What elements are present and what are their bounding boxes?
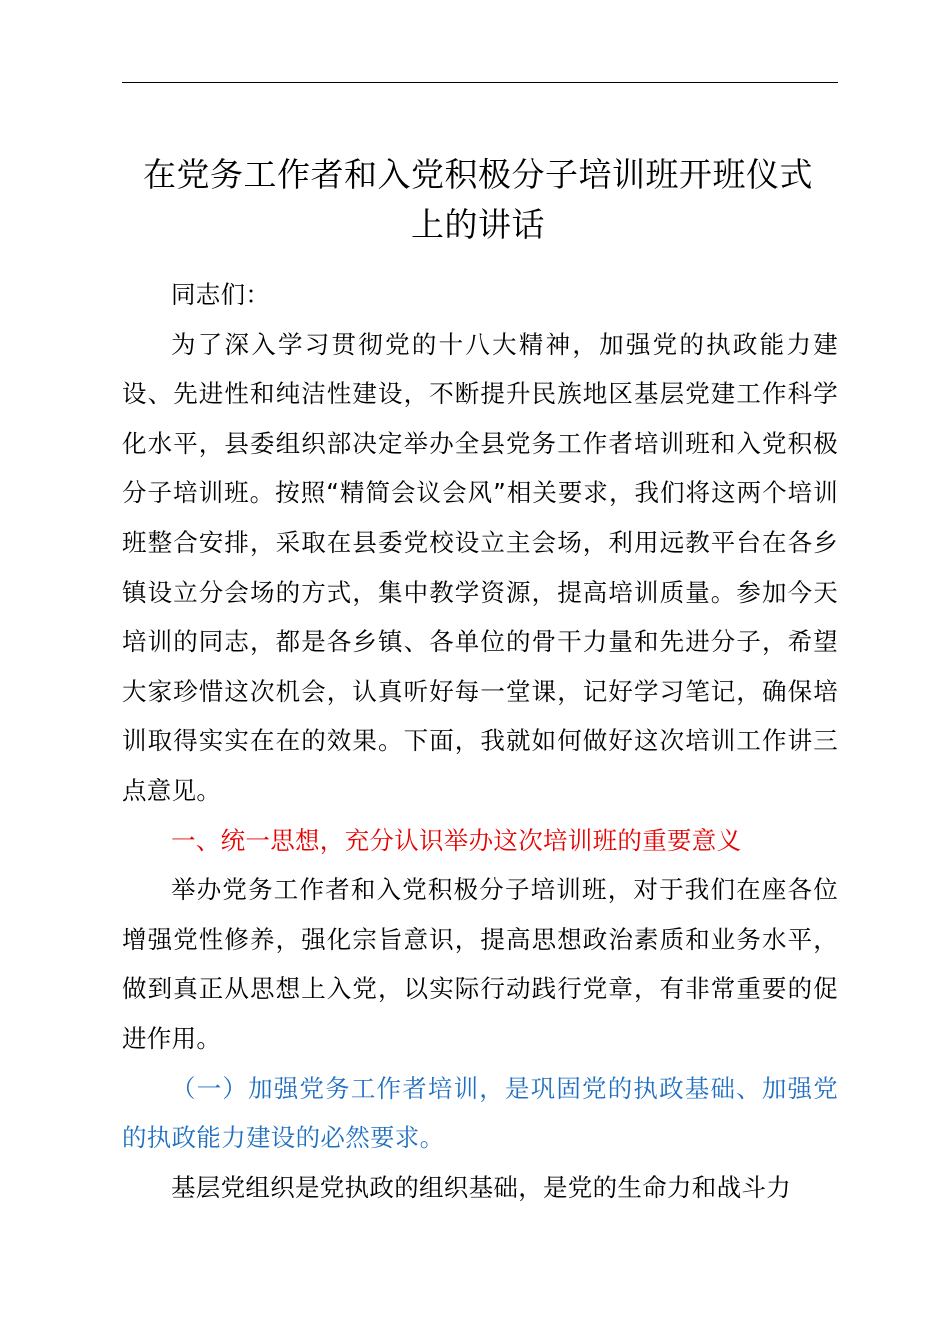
document-title xyxy=(120,150,836,250)
salutation: 同志们： xyxy=(171,280,271,309)
title-line-2: 上的讲话 xyxy=(411,205,545,244)
subsection-heading-1: （一）加强党务工作者培训，是巩固党的执政基础、加强党的执政能力建设的必然要求。 xyxy=(122,1073,838,1153)
title-line-1: 在党务工作者和入党积极分子培训班开班仪式 xyxy=(143,155,813,194)
section-heading-1: 一、统一思想，充分认识举办这次培训班的重要意义 xyxy=(171,825,742,855)
subsection-1-paragraph: 基层党组织是党执政的组织基础，是党的生命力和战斗力 xyxy=(171,1172,791,1202)
section-1-paragraph: 举办党务工作者和入党积极分子培训班，对于我们在座各位增强党性修养，强化宗旨意识，提高思想政治素质和业务水平，做到真正从思想上入党，以实际行动践行党章，有非常重要的促进作用。 xyxy=(122,875,838,1053)
document-body xyxy=(122,270,838,1212)
header-rule xyxy=(122,82,838,83)
intro-paragraph: 为了深入学习贯彻党的十八大精神，加强党的执政能力建设、先进性和纯洁性建设，不断提升民族地区基层党建工作科学化水平，县委组织部决定举办全县党务工作者培训班和入党积极分子培训班。按照“精简会议会风”相关要求，我们将这两个培训班整合安排，采取在县委党校设立主会场，利用远教平台在各乡镇设立分会场的方式，集中教学资源，提高培训质量。参加今天培训的同志，都是各乡镇、各单位的骨干力量和先进分子，希望大家珍惜这次机会，认真听好每一堂课，记好学习笔记，确保培训取得实实在在的效果。下面，我就如何做好这次培训工作讲三点意见。 xyxy=(122,329,838,805)
